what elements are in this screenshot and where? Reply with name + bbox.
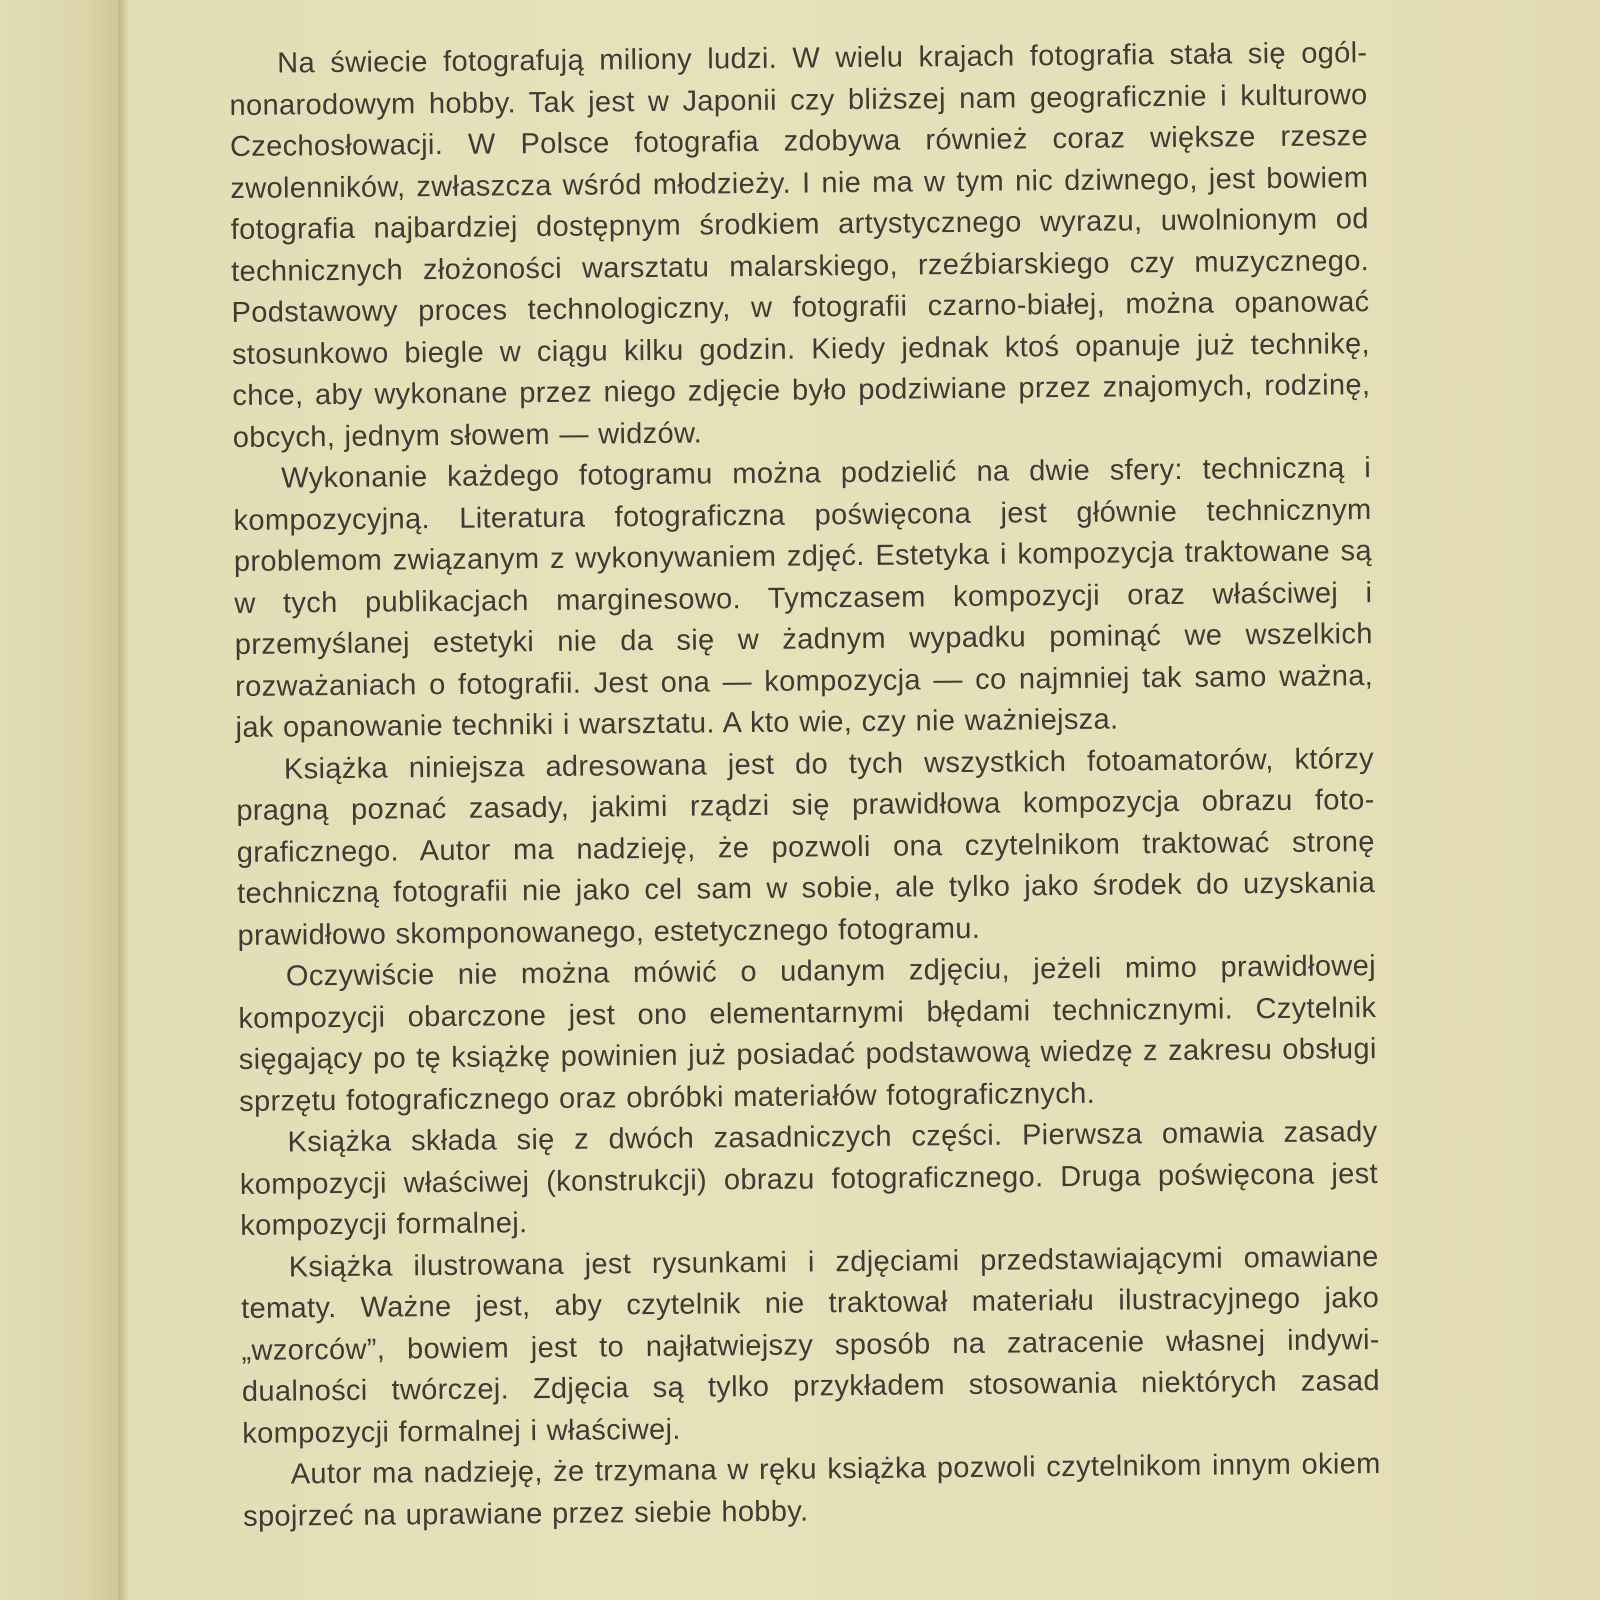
book-page bbox=[128, 0, 1600, 1600]
book-gutter bbox=[118, 0, 128, 1600]
paragraph-2: Wykonanie każdego fotogramu można podzielić na dwie sfery: techniczną i kompozycyjną. Literatura fotograficzna poświęcona jest głównie technicznym problemom związanym z wykonywaniem zdjęć. Estetyka i kompozycja traktowane są w tych publikacjach marginesowo. Tymczasem kompozycji oraz właściwej i przemyślanej estetyki nie da się w żadnym wypadku pominąć we wszelkich rozważaniach o fotografii. Jest ona — kompozycja — co najmniej tak samo ważna, jak opanowanie techniki i warsztatu. A kto wie, czy nie ważniejsza. bbox=[233, 452, 1374, 744]
paragraph-5: Książka składa się z dwóch zasadniczych części. Pierwsza omawia zasady kompozycji właściwej (konstrukcji) obrazu fotograficznego. Druga poświęcona jest kompozycji formalnej. bbox=[239, 1116, 1379, 1242]
paragraph-4: Oczywiście nie można mówić o udanym zdjęciu, jeżeli mimo prawidłowej kompozycji obarczone jest ono elementarnymi błędami technicznymi. Czytelnik sięgający po tę książkę powinien już posiadać podstawową wiedzę z zakresu obsługi sprzętu fotograficznego oraz obróbki materiałów fotograficznych. bbox=[238, 950, 1377, 1118]
page-text-block bbox=[229, 33, 1381, 1538]
previous-page-margin bbox=[0, 0, 118, 1600]
paragraph-1: Na świecie fotografują miliony ludzi. W wielu krajach fotografia stała się ogólnonarodowym hobby. Tak jest w Japonii czy bliższej nam geograficznie i kulturowo Czechosłowacji. W Polsce fotografia zdobywa również coraz większe rzesze zwolenników, zwłaszcza wśród młodzieży. I nie ma w tym nic dziwnego, jest bowiem fotografia najbardziej dostępnym środkiem artystycznego wyrazu, uwolnionym od technicznych złożoności warsztatu malarskiego, rzeźbiarskiego czy muzycznego. Podstawowy proces technologiczny, w fotografii czarno-białej, można opanować stosunkowo biegle w ciągu kilku godzin. Kiedy jednak ktoś opanuje już technikę, chce, aby wykonane przez niego zdjęcie było podziwiane przez znajomych, rodzinę, obcych, jednym słowem — widzów. bbox=[229, 37, 1371, 454]
paragraph-6: Książka ilustrowana jest rysunkami i zdjęciami przedstawiającymi omawiane tematy. Ważne jest, aby czytelnik nie traktował materiału ilustracyjnego jako „wzorców”, bowiem jest to najłatwiejszy sposób na zatracenie własnej indywidualności twórczej. Zdjęcia są tylko przykładem stosowania niektórych zasad kompozycji formalnej i właściwej. bbox=[240, 1240, 1381, 1450]
paragraph-7: Autor ma nadzieję, że trzymana w ręku książka pozwoli czytelnikom innym okiem spojrzeć na uprawiane przez siebie hobby. bbox=[242, 1448, 1381, 1533]
paragraph-3: Książka niniejsza adresowana jest do tych wszystkich fotoamatorów, którzy pragną poznać zasady, jakimi rządzi się prawidłowa kompozycja obrazu fotograficznego. Autor ma nadzieję, że pozwoli ona czytelnikom traktować stronę techniczną fotografii nie jako cel sam w sobie, ale tylko jako środek do uzyskania prawidłowo skomponowanego, estetycznego fotogramu. bbox=[236, 742, 1376, 952]
